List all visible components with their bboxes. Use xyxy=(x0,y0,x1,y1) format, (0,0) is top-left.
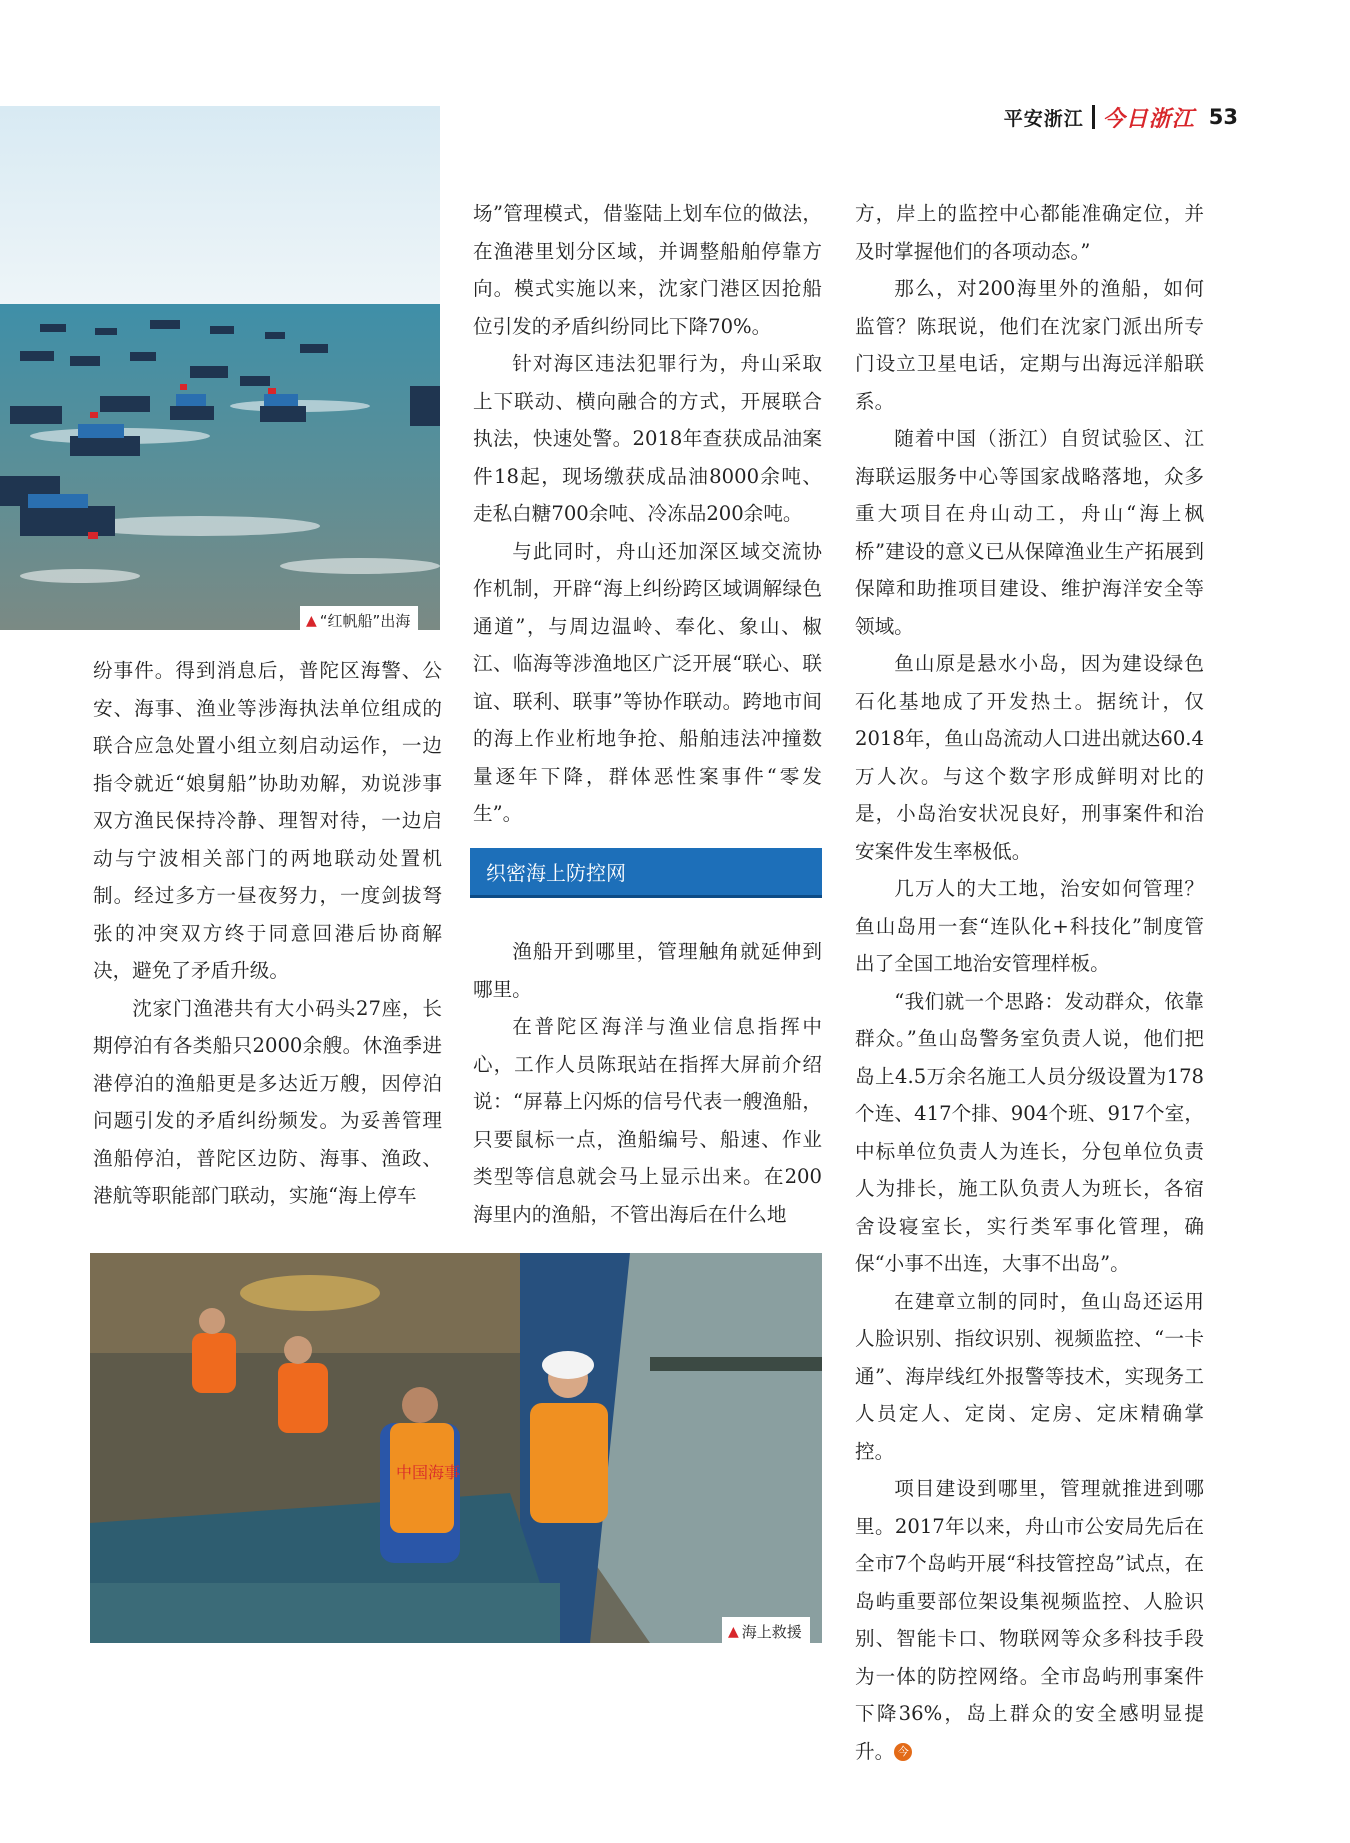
caption-text: 海上救援 xyxy=(741,1623,802,1641)
paragraph-text: 项目建设到哪里，管理就推进到哪里。2017年以来，舟山市公安局先后在全市7个岛屿开展“科技管控岛”试点，在岛屿重要部位架设集视频监控、人脸识别、智能卡口、物联网等众多科技手段为一体的防控网络。全市岛屿刑事案件下降36%，岛上群众的安全感明显提升。 xyxy=(855,1477,1204,1763)
paragraph: 在普陀区海洋与渔业信息指挥中心，工作人员陈珉站在指挥大屏前介绍说：“屏幕上闪烁的信号代表一艘渔船，只要鼠标一点，渔船编号、船速、作业类型等信息就会马上显示出来。在200海里内的渔船，不管出海后在什么地 xyxy=(473,1015,822,1226)
text-column-3 xyxy=(855,195,1204,1770)
photo-sea-rescue xyxy=(90,1253,822,1643)
text-column-2 xyxy=(473,195,822,833)
page-number: 53 xyxy=(1208,105,1238,129)
text-column-2-lower xyxy=(473,933,822,1233)
photo-caption-fleet xyxy=(300,606,418,635)
paragraph: 场”管理模式，借鉴陆上划车位的做法，在渔港里划分区域，并调整船舶停靠方向。模式实施以来，沈家门港区因抢船位引发的矛盾纠纷同比下降70%。 xyxy=(473,202,822,338)
end-mark-icon: 今 xyxy=(894,1743,912,1761)
paragraph: 几万人的大工地，治安如何管理？鱼山岛用一套“连队化+科技化”制度管出了全国工地治安管理样板。 xyxy=(855,877,1204,975)
caption-marker-icon: ▲ xyxy=(728,1623,739,1640)
paragraph: 与此同时，舟山还加深区域交流协作机制，开辟“海上纠纷跨区域调解绿色通道”，与周边温岭、奉化、象山、椒江、临海等涉渔地区广泛开展“联心、联谊、联利、联事”等协作联动。跨地市间的海上作业桁地争抢、船舶违法冲撞数量逐年下降，群体恶性案事件“零发生”。 xyxy=(473,539,822,825)
paragraph: “我们就一个思路：发动群众，依靠群众。”鱼山岛警务室负责人说，他们把岛上4.5万余名施工人员分级设置为178个连、417个排、904个班、917个室，中标单位负责人为连长，分包单位负责人为排长，施工队负责人为班长，各宿舍设寝室长，实行类军事化管理，确保“小事不出连，大事不出岛”。 xyxy=(855,989,1204,1275)
photo-fishing-fleet xyxy=(0,106,440,630)
paragraph: 沈家门渔港共有大小码头27座，长期停泊有各类船只2000余艘。休渔季进港停泊的渔船更是多达近万艘，因停泊问题引发的矛盾纠纷频发。为妥善管理渔船停泊，普陀区边防、海事、渔政、港航等职能部门联动，实施“海上停车 xyxy=(93,996,442,1207)
paragraph: 随着中国（浙江）自贸试验区、江海联运服务中心等国家战略落地，众多重大项目在舟山动工，舟山“海上枫桥”建设的意义已从保障渔业生产拓展到保障和助推项目建设、维护海洋安全等领域。 xyxy=(855,427,1204,638)
paragraph: 针对海区违法犯罪行为，舟山采取上下联动、横向融合的方式，开展联合执法，快速处警。2018年查获成品油案件18起，现场缴获成品油8000余吨、走私白糖700余吨、冷冻品200余吨。 xyxy=(473,352,822,525)
photo-caption-rescue xyxy=(722,1617,810,1646)
page-header xyxy=(1004,100,1238,134)
section-heading xyxy=(470,848,822,898)
paragraph xyxy=(855,1470,1204,1770)
caption-marker-icon: ▲ xyxy=(306,612,317,629)
paragraph: 纷事件。得到消息后，普陀区海警、公安、海事、渔业等涉海执法单位组成的联合应急处置小组立刻启动运作，一边指令就近“娘舅船”协助劝解，劝说涉事双方渔民保持冷静、理智对待，一边启动与宁波相关部门的两地联动处置机制。经过多方一昼夜努力，一度剑拔弩张的冲突双方终于同意回港后协商解决，避免了矛盾升级。 xyxy=(93,659,442,982)
caption-text: “红帆船”出海 xyxy=(319,612,411,630)
paragraph: 方，岸上的监控中心都能准确定位，并及时掌握他们的各项动态。” xyxy=(855,202,1204,263)
paragraph: 鱼山原是悬水小岛，因为建设绿色石化基地成了开发热土。据统计，仅2018年，鱼山岛流动人口进出就达60.4万人次。与这个数字形成鲜明对比的是，小岛治安状况良好，刑事案件和治安案件发生率极低。 xyxy=(855,652,1204,863)
text-column-1 xyxy=(93,652,442,1215)
paragraph: 渔船开到哪里，管理触角就延伸到哪里。 xyxy=(473,940,822,1001)
paragraph: 在建章立制的同时，鱼山岛还运用人脸识别、指纹识别、视频监控、“一卡通”、海岸线红外报警等技术，实现务工人员定人、定岗、定房、定床精确掌控。 xyxy=(855,1289,1204,1463)
vest-text: 中国海事 xyxy=(396,1463,461,1482)
magazine-logo: 今日浙江 xyxy=(1102,106,1195,132)
paragraph: 那么，对200海里外的渔船，如何监管？陈珉说，他们在沈家门派出所专门设立卫星电话，定期与出海远洋船联系。 xyxy=(855,277,1204,413)
header-section-title: 平安浙江 xyxy=(1003,107,1084,130)
header-divider xyxy=(1092,105,1095,129)
section-heading-text: 织密海上防控网 xyxy=(486,861,626,885)
